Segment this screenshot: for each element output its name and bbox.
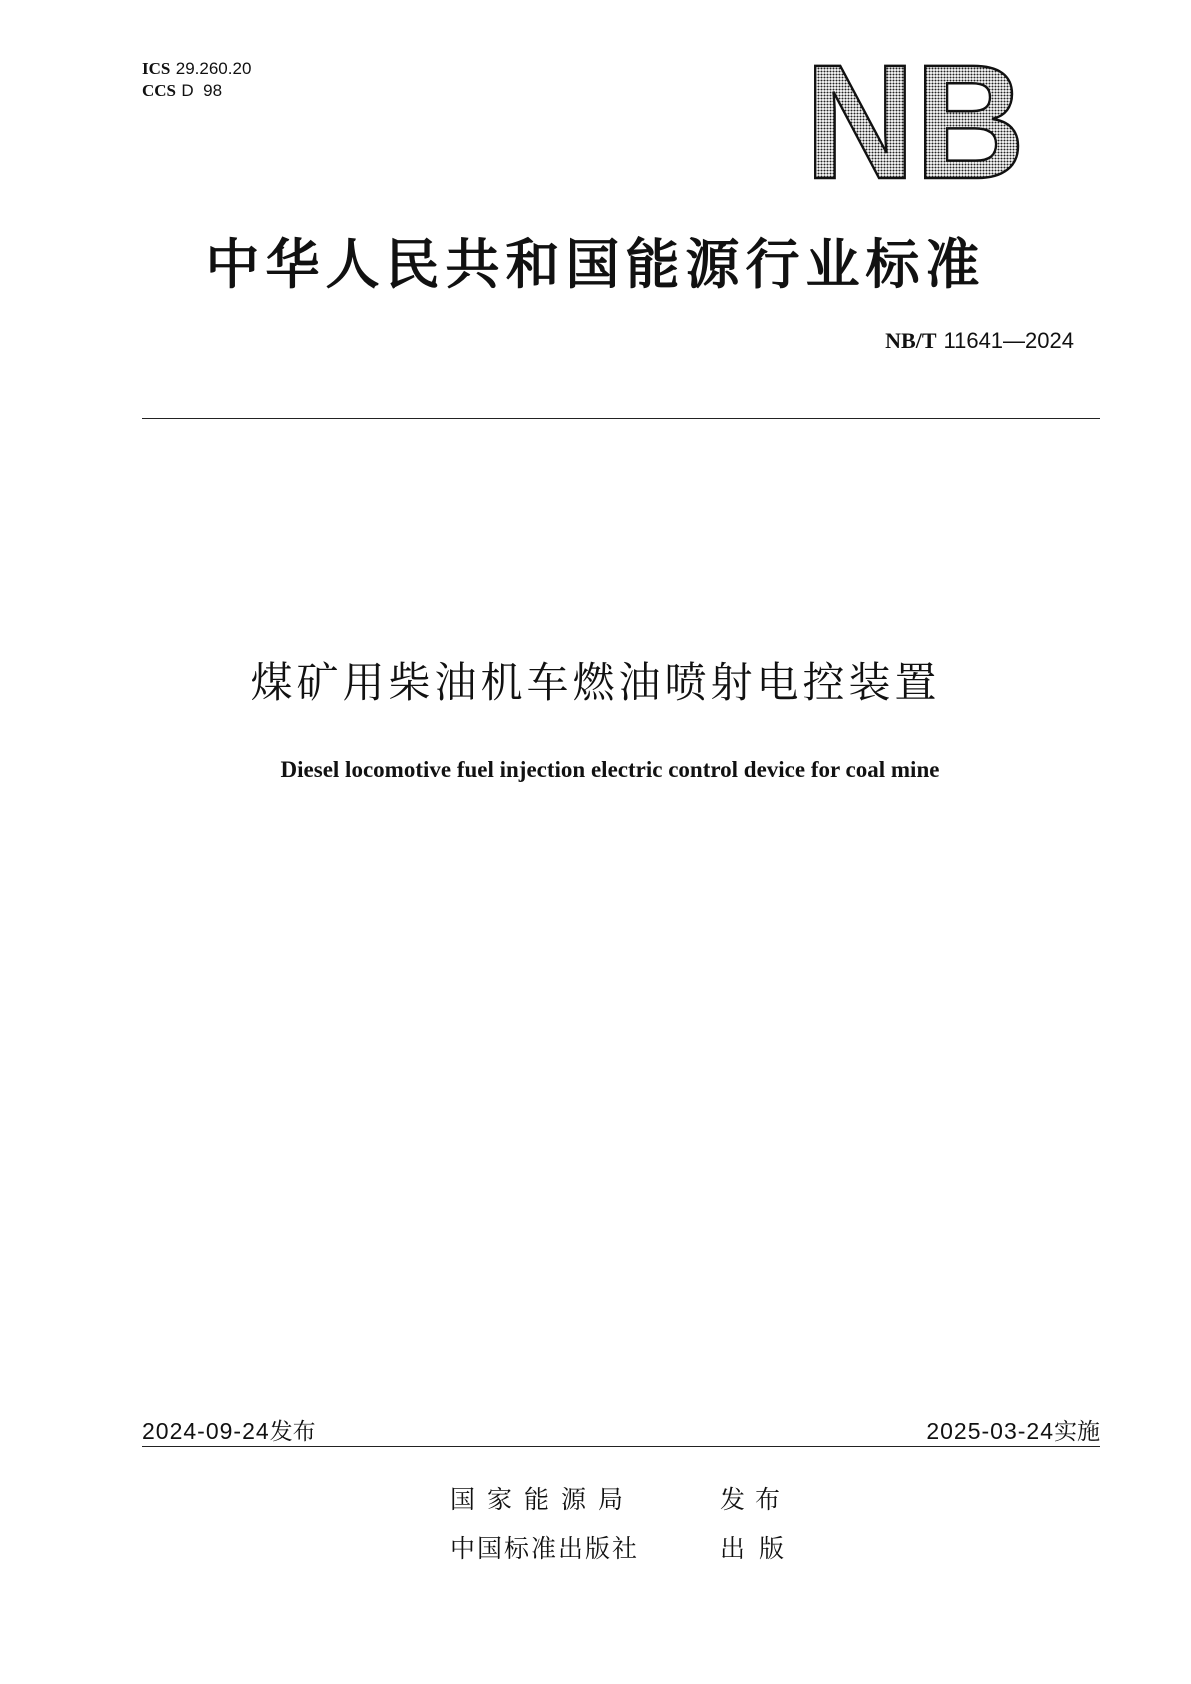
ics-value: 29.260.20 [175, 59, 252, 78]
publisher-org: 中国标准出版社 [450, 1534, 640, 1563]
publisher-row [450, 1529, 798, 1565]
implementation-date [926, 1413, 1100, 1446]
publisher-action: 发布 [720, 1485, 791, 1514]
issue-date [142, 1413, 316, 1446]
publisher-org: 国家能源局 [450, 1485, 636, 1514]
nb-logo-text: NB [805, 58, 1025, 183]
bottom-divider [142, 1446, 1100, 1447]
ccs-value: D 98 [181, 81, 223, 100]
issue-date-value: 2024-09-24 [142, 1418, 270, 1444]
standard-number-value: 11641—2024 [943, 328, 1074, 353]
ccs-code [142, 80, 251, 102]
ics-code [142, 58, 251, 80]
classification-codes [142, 58, 251, 102]
standard-category-title: 中华人民共和国能源行业标准 [205, 233, 986, 296]
top-divider [142, 418, 1100, 419]
ccs-label: CCS [142, 81, 177, 100]
implementation-date-word: 实施 [1054, 1419, 1100, 1445]
document-title-en: Diesel locomotive fuel injection electric control device for coal mine [280, 757, 940, 782]
issue-date-word: 发布 [269, 1419, 316, 1445]
implementation-date-value: 2025-03-24 [926, 1418, 1054, 1444]
publisher-row [450, 1480, 790, 1516]
nb-logo [805, 58, 1025, 183]
ics-label: ICS [142, 59, 171, 78]
standard-number [885, 328, 1074, 354]
publisher-action: 出版 [720, 1534, 799, 1563]
document-title-cn: 煤矿用柴油机车燃油喷射电控装置 [250, 658, 941, 707]
standard-code: NB/T [885, 328, 937, 353]
